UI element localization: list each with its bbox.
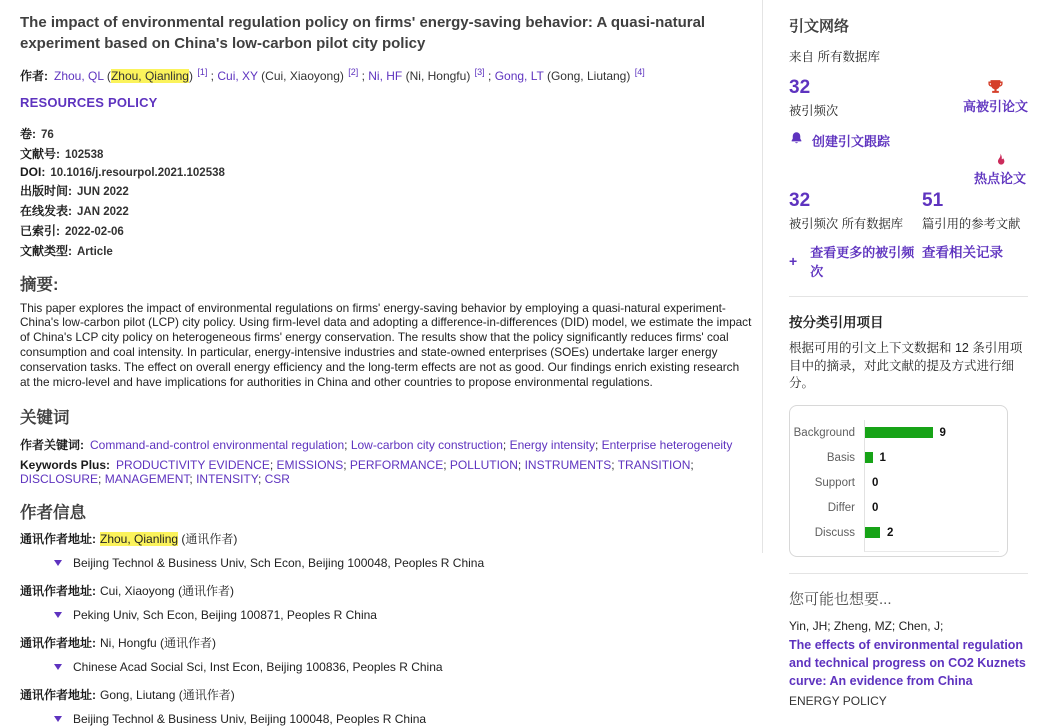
citation-counts-row [789, 191, 1028, 280]
author-fullname: ( Gong, Liutang ) [544, 69, 634, 83]
keyword-plus-link[interactable]: PERFORMANCE ; [350, 458, 450, 472]
meta-published: 出版时间: JUN 2022 [20, 183, 129, 198]
keywords-plus-row [20, 458, 752, 486]
search-highlight: Zhou, Qianling [110, 68, 189, 83]
caret-down-icon[interactable] [54, 612, 62, 618]
sidebar-divider [789, 296, 1028, 297]
keyword-plus-link[interactable]: TRANSITION ; [618, 458, 694, 472]
author-fullname [104, 69, 197, 83]
author-keyword-link[interactable]: Low-carbon city construction ; [351, 438, 510, 452]
authors-line [20, 67, 752, 84]
chart-bar-row [865, 520, 999, 545]
author [494, 66, 645, 83]
cited-references-block [922, 191, 1020, 280]
keyword-plus-link[interactable]: INTENSITY ; [196, 472, 265, 486]
meta-article-number: 文献号: 102538 [20, 146, 104, 161]
suggested-article-journal: ENERGY POLICY [789, 693, 887, 708]
suggested-article-title-link[interactable]: The effects of environmental regulation and technical progress on CO2 Kuznets curve: An evidence from China [789, 638, 1026, 689]
chart-category: Basis [826, 451, 855, 464]
times-cited-label: 被引频次 [789, 103, 839, 118]
search-highlight: Zhou, Qianling [100, 531, 179, 546]
highly-cited-label[interactable]: 高被引论文 [962, 99, 1028, 114]
view-related-records-link[interactable]: 查看相关记录 [922, 244, 1003, 260]
chart-value: 1 [879, 451, 886, 464]
keywords-heading: 关键词 [20, 408, 70, 427]
chart-plot-area [864, 420, 999, 552]
journal-row [20, 94, 752, 112]
address-group [20, 634, 752, 674]
plus-icon: + [789, 252, 798, 269]
author-link[interactable]: Cui, XY [217, 68, 258, 83]
hot-paper-badge[interactable] [974, 152, 1026, 187]
times-cited-row [789, 78, 1028, 119]
address-group [20, 686, 752, 726]
keyword-plus-link[interactable]: EMISSIONS ; [277, 458, 350, 472]
citation-network-sidebar [763, 0, 1044, 708]
author-keywords-row [20, 436, 752, 453]
chart-value: 2 [887, 526, 894, 539]
address-group [20, 582, 752, 622]
address-label-row: 通讯作者地址: Ni, Hongfu (通讯作者) [20, 635, 217, 650]
citation-scope: 来自 所有数据库 [789, 50, 880, 64]
times-cited-block [789, 78, 838, 119]
cited-references-label: 篇引用的参考文献 [922, 216, 1021, 231]
author-link[interactable]: Ni, HF [368, 68, 403, 83]
author [368, 66, 494, 83]
chart-bar [865, 452, 873, 463]
address-label-row: 通讯作者地址: Gong, Liutang (通讯作者) [20, 687, 235, 702]
flame-icon [974, 152, 1026, 167]
see-more-times-cited-link[interactable] [789, 242, 922, 280]
author-keyword-link[interactable]: Enterprise heterogeneity [601, 437, 733, 452]
chart-value: 0 [872, 476, 879, 489]
caret-down-icon[interactable] [54, 716, 62, 722]
suggestions-heading: 您可能也想要... [789, 591, 892, 609]
address-text: Beijing Technol & Business Univ, Sch Econ, Beijing 100048, Peoples R China [73, 555, 485, 570]
keyword-plus-link[interactable]: INSTRUMENTS ; [525, 458, 618, 472]
chart-value: 0 [872, 501, 879, 514]
keyword-plus-link[interactable]: CSR [264, 471, 290, 486]
chart-bar-row [865, 420, 999, 445]
hot-paper-label[interactable]: 热点论文 [973, 170, 1026, 186]
author-affiliation-sup[interactable]: [1] [197, 66, 208, 77]
address-row[interactable] [54, 608, 752, 622]
metadata-block [20, 125, 752, 259]
chart-category-labels [794, 420, 864, 552]
abstract-text: This paper explores the impact of environmental regulations on firms' energy-saving behavior by employing a quasi-natural experiment-China's low-carbon pilot (LCP) city policy. Using firm-level data and adopting a difference-in-differences (DID) model, we estimate the impact of China's LCP city policy on heterogeneous firms' energy conservation. The results show that the policy significantly reduces firms' coal consumption and coal intensity. In particular, energy-intensive industries and state-owned enterprises (SOEs) undertake larger energy conservation tasks. The effect on overall energy efficiency and the long-term effects are not as good. Our findings enrich existing research at the micro-level and have implications for authorities in China and other countries to propose environmental regulations. [20, 300, 752, 389]
address-text: Chinese Acad Social Sci, Inst Econ, Beijing 100836, Peoples R China [73, 659, 443, 674]
citation-network-heading: 引文网络 [789, 18, 850, 35]
abstract-heading: 摘要: [20, 275, 59, 294]
create-citation-alert-button[interactable] [789, 131, 1028, 150]
classification-heading: 按分类引用项目 [789, 314, 884, 330]
highly-cited-badge[interactable] [963, 78, 1028, 115]
classification-description: 根据可用的引文上下文数据和 12 条引用项目中的摘录，对此文献的提及方式进行细分。 [789, 340, 1023, 391]
suggested-article-authors: Yin, JH; Zheng, MZ; Chen, J; [789, 619, 944, 634]
bell-icon [789, 131, 804, 149]
author-keyword-link[interactable]: Energy intensity ; [510, 438, 602, 452]
author-link[interactable]: Gong, LT [494, 68, 544, 83]
keyword-plus-link[interactable]: MANAGEMENT ; [105, 472, 196, 486]
sidebar-divider [789, 573, 1028, 574]
keyword-plus-link[interactable]: PRODUCTIVITY EVIDENCE ; [116, 458, 276, 472]
author-keywords-label: 作者关键词: [20, 437, 84, 452]
journal-link[interactable]: RESOURCES POLICY [20, 94, 158, 110]
author [217, 66, 368, 83]
address-row[interactable] [54, 660, 752, 674]
address-row[interactable] [54, 712, 752, 726]
chart-bar-row [865, 470, 999, 495]
cited-references-count[interactable]: 51 [922, 189, 944, 211]
address-row[interactable] [54, 556, 752, 570]
caret-down-icon[interactable] [54, 560, 62, 566]
trophy-icon [963, 78, 1028, 95]
all-db-cited-block [789, 191, 922, 280]
address-label-row: 通讯作者地址: Zhou, Qianling (通讯作者) [20, 531, 238, 546]
author-keyword-link[interactable]: Command-and-control environmental regulation ; [90, 438, 351, 452]
chart-category: Discuss [814, 526, 855, 539]
chart-bar-row [865, 495, 999, 520]
keyword-plus-link[interactable]: DISCLOSURE ; [20, 472, 105, 486]
author-affiliation-sup[interactable]: [2] [348, 66, 359, 77]
author-fullname: ( Ni, Hongfu ) [402, 69, 473, 83]
article-title: The impact of environmental regulation policy on firms' energy-saving behavior: A quasi-natural experiment based on China's low-carbon pilot city policy [20, 14, 706, 53]
meta-indexed: 已索引: 2022-02-06 [20, 223, 124, 238]
author-link[interactable]: Zhou, QL [54, 68, 104, 83]
chart-bar [865, 427, 933, 438]
author-affiliation-sup[interactable]: [3] [474, 66, 485, 77]
see-more-times-cited-label[interactable]: 查看更多的被引频次 [810, 244, 915, 279]
address-label-row: 通讯作者地址: Cui, Xiaoyong (通讯作者) [20, 583, 235, 598]
times-cited-count[interactable]: 32 [789, 77, 811, 98]
all-db-cited-count[interactable]: 32 [789, 189, 811, 211]
meta-doi: DOI: 10.1016/j.resourpol.2021.102538 [20, 164, 225, 179]
meta-early-access: 在线发表: JAN 2022 [20, 203, 129, 218]
hot-paper-wrap [789, 152, 1026, 187]
all-db-cited-label: 被引频次 所有数据库 [789, 216, 904, 231]
meta-volume: 卷: 76 [20, 126, 54, 141]
authors-label: 作者: [20, 68, 48, 83]
citation-classification-chart [789, 405, 1008, 557]
chart-bar-row [865, 445, 999, 470]
address-text: Peking Univ, Sch Econ, Beijing 100871, Peoples R China [73, 607, 377, 622]
chart-bar [865, 527, 880, 538]
address-text: Beijing Technol & Business Univ, Beijing 100048, Peoples R China [73, 711, 427, 726]
keywords-plus-label: Keywords Plus: [20, 457, 111, 472]
caret-down-icon[interactable] [54, 664, 62, 670]
author-affiliation-sup[interactable]: [4] [634, 66, 645, 77]
author [54, 66, 217, 83]
chart-value: 9 [939, 426, 946, 439]
address-group [20, 530, 752, 570]
keyword-plus-link[interactable]: POLLUTION ; [450, 458, 525, 472]
chart-category: Differ [827, 501, 855, 514]
create-citation-alert-label[interactable]: 创建引文跟踪 [812, 133, 891, 149]
chart-category: Support [814, 476, 855, 489]
author-info-heading: 作者信息 [20, 503, 86, 522]
chart-category: Background [793, 426, 855, 439]
meta-doc-type: 文献类型: Article [20, 243, 113, 258]
author-fullname: ( Cui, Xiaoyong ) [258, 69, 347, 83]
